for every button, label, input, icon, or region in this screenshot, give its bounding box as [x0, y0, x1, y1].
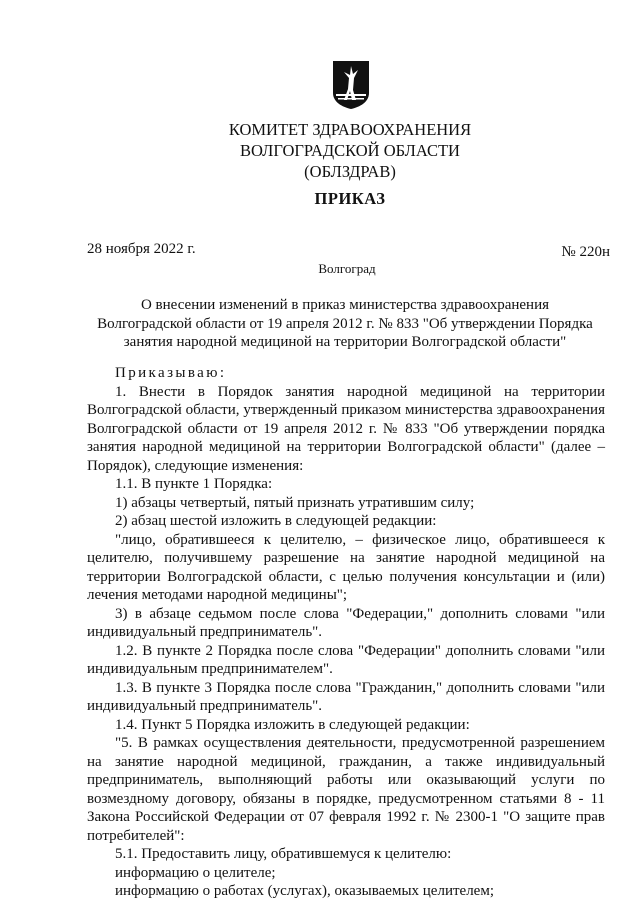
org-line: ВОЛГОГРАДСКОЙ ОБЛАСТИ — [240, 141, 460, 160]
document-subject — [87, 296, 603, 352]
org-line: (ОБЛЗДРАВ) — [304, 162, 396, 181]
document-type: ПРИКАЗ — [314, 189, 386, 208]
paragraph: 1.3. В пункте 3 Порядка после слова "Гражданин," дополнить словами "или индивидуальный предприниматель". — [87, 679, 605, 714]
document-date: 28 ноября 2022 г. — [87, 241, 196, 257]
document-city: Волгоград — [318, 261, 376, 276]
paragraph: 2) абзац шестой изложить в следующей редакции: — [115, 513, 437, 529]
organization-name — [0, 119, 640, 182]
paragraph: "лицо, обратившееся к целителю, – физическое лицо, обратившееся к целителю, получившему разрешение на занятие народной медициной на территории Волгоградской области, с целью получения консультации и (или) лечения методами народной медицины"; — [87, 531, 605, 603]
document-body — [87, 364, 605, 901]
paragraph: информацию о целителе; — [115, 864, 276, 881]
paragraph: 5.1. Предоставить лицу, обратившемуся к целителю: — [115, 846, 452, 862]
volgograd-coat-of-arms-icon — [332, 60, 370, 110]
subject-line: занятия народной медициной на территории Волгоградской области" — [123, 334, 567, 350]
paragraph: информацию о работах (услугах), оказываемых целителем; — [115, 883, 494, 899]
order-intro: Приказываю: — [115, 365, 227, 381]
paragraph: 3) в абзаце седьмом после слова "Федерации," дополнить словами "или индивидуальный предприниматель". — [87, 605, 605, 640]
org-line: КОМИТЕТ ЗДРАВООХРАНЕНИЯ — [228, 120, 472, 139]
paragraph: 1. Внести в Порядок занятия народной медициной на территории Волгоградской области, утвержденный приказом министерства здравоохранения Волгоградской области от 19 апреля 2012 г. № 833 "Об утверждении порядка занятия народной медициной на территории Волгоградской области" (далее – Порядок), следующие изменения: — [87, 383, 605, 474]
paragraph: 1) абзацы четвертый, пятый признать утратившим силу; — [115, 494, 475, 511]
paragraph: 1.2. В пункте 2 Порядка после слова "Федерации" дополнить словами "или индивидуальным предпринимателем". — [87, 642, 605, 677]
subject-line: О внесении изменений в приказ министерства здравоохранения — [140, 297, 550, 313]
paragraph: "5. В рамках осуществления деятельности, предусмотренной разрешением на занятие народной медициной, гражданин, а также индивидуальный предприниматель, выполняющий работы или оказывающий услуги по возмездному договору, обязаны в порядке, предусмотренном статьями 8 - 11 Закона Российской Федерации от 07 февраля 1992 г. № 2300-1 "О защите прав потребителей": — [87, 735, 605, 844]
document-number: № 220н — [561, 244, 610, 260]
subject-line: Волгоградской области от 19 апреля 2012 г. № 833 "Об утверждении Порядка — [97, 315, 593, 332]
paragraph: 1.1. В пункте 1 Порядка: — [115, 476, 273, 492]
paragraph: 1.4. Пункт 5 Порядка изложить в следующей редакции: — [115, 716, 470, 733]
